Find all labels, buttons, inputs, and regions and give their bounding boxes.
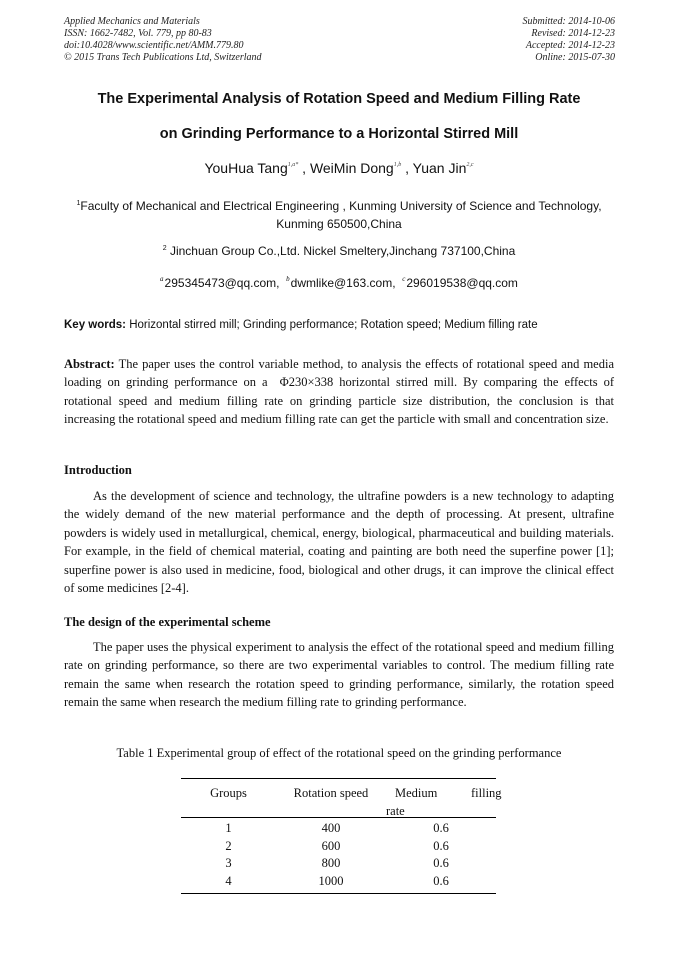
copyright-line: © 2015 Trans Tech Publications Ltd, Switzerland	[64, 52, 262, 63]
header-groups: Groups	[210, 786, 247, 800]
header-rate-word: rate	[386, 804, 405, 818]
paper-title-line-1: The Experimental Analysis of Rotation Speed and Medium Filling Rate	[97, 91, 581, 107]
abstract	[64, 355, 614, 429]
email-mark: b	[286, 275, 290, 283]
cell-rate: 0.6	[433, 838, 449, 853]
affiliation-1	[60, 195, 618, 233]
table-row	[181, 818, 496, 838]
accepted-date: Accepted: 2014-12-23	[525, 40, 615, 51]
introduction-paragraph: As the development of science and technology, the ultrafine powders is a new technology to adapting the widely demand of the new material performance and the depth of processing. At present, ultrafine powders is widely used in metallurgical, chemical, energy, biological, pharmaceutical and building materials. For example, in the field of chemical material, coating and painting are both need the superfine power [1]; superfine power is also used in medicine, food, biological and other drugs, it can improve the clinical effect of some medicines [2-4].	[64, 489, 614, 596]
email-address: 295345473@qq.com,	[164, 276, 280, 290]
issn-line: ISSN: 1662-7482, Vol. 779, pp 80-83	[64, 28, 212, 39]
revised-date: Revised: 2014-12-23	[531, 28, 615, 39]
author-name: WeiMin Dong	[309, 160, 394, 176]
table-row	[181, 873, 496, 894]
header-medium-word: Medium	[395, 786, 438, 800]
doi-line: doi:10.4028/www.scientific.net/AMM.779.80	[64, 40, 244, 51]
cell-speed: 400	[321, 821, 341, 835]
author-affiliation-mark: 2,c	[466, 162, 474, 168]
cell-group: 4	[225, 873, 232, 888]
keywords-text: Horizontal stirred mill; Grinding performance; Rotation speed; Medium filling rate	[129, 319, 538, 331]
header-rotation-speed: Rotation speed	[293, 786, 369, 800]
email-address: 296019538@qq.com	[406, 276, 518, 290]
cell-rate: 0.6	[433, 856, 449, 870]
journal-header-right	[523, 16, 616, 64]
cell-rate: 0.6	[433, 821, 449, 835]
table-1	[181, 778, 502, 894]
author-affiliation-mark: 1,b	[393, 162, 402, 168]
affiliation-1-line-1: Faculty of Mechanical and Electrical Engineering , Kunming University of Science and Technology,	[80, 199, 602, 213]
cell-speed: 800	[321, 856, 341, 870]
email-mark: c	[402, 275, 406, 283]
author-emails	[60, 275, 618, 290]
journal-header-left	[64, 16, 262, 64]
cell-rate: 0.6	[433, 873, 449, 888]
author-name: YouHua Tang	[204, 160, 288, 176]
cell-group: 2	[225, 838, 232, 853]
design-heading: The design of the experimental scheme	[64, 615, 271, 629]
journal-name: Applied Mechanics and Materials	[64, 16, 200, 27]
table-header-row	[181, 779, 496, 818]
cell-group: 1	[225, 821, 232, 835]
affiliation-mark: 1	[76, 200, 81, 207]
email-mark: a	[160, 275, 164, 283]
paper-title-line-2: on Grinding Performance to a Horizontal Stirred Mill	[159, 126, 519, 142]
online-date: Online: 2015-07-30	[535, 52, 615, 63]
table-row	[181, 838, 496, 856]
email-address: dwmlike@163.com,	[290, 276, 396, 290]
table-row	[181, 855, 496, 873]
affiliation-2-text: Jinchuan Group Co.,Ltd. Nickel Smeltery,Jinchang 737100,China	[169, 244, 516, 258]
keywords	[64, 319, 624, 331]
abstract-label: Abstract:	[64, 357, 115, 371]
affiliation-2	[60, 240, 618, 260]
cell-speed: 600	[321, 838, 341, 853]
table-1-caption: Table 1 Experimental group of effect of the rotational speed on the grinding performance	[116, 746, 562, 760]
author-list: YouHua Tang$^{1,a*}$ , WeiMin Dong$^{1,b}$ , Yuan Jin$^{2,c}$	[204, 160, 474, 176]
affiliation-mark: 2	[162, 245, 167, 252]
header-filling-word: filling	[471, 786, 502, 800]
abstract-text: The paper uses the control variable method, to analysis the effects of rotational speed and media loading on grinding performance on a Φ230×338 horizontal stirred mill. By comparing the effects of rotational speed and medium filling rate on grinding particle size distribution, the conclusion is that increasing the rotational speed and medium filling rate can get the particle with small and concentration size.	[64, 357, 614, 427]
cell-speed: 1000	[318, 873, 344, 888]
author-affiliation-mark: 1,a*	[287, 162, 299, 168]
introduction-heading: Introduction	[64, 463, 132, 477]
submitted-date: Submitted: 2014-10-06	[522, 16, 615, 27]
keywords-label: Key words:	[64, 319, 126, 331]
header-medium-filling-rate	[386, 779, 502, 818]
cell-group: 3	[225, 856, 232, 870]
author-name: Yuan Jin	[412, 160, 467, 176]
affiliation-1-line-2: Kunming 650500,China	[276, 217, 402, 231]
design-paragraph: The paper uses the physical experiment to analysis the effect of the rotational speed and medium filling rate on grinding performance, so there are two experimental variables to control. The medium filling rate remain the same when research the rotation speed to grinding performance, similarly, the rotation speed remain the same when research the medium filling rate to grinding performance.	[64, 640, 614, 710]
